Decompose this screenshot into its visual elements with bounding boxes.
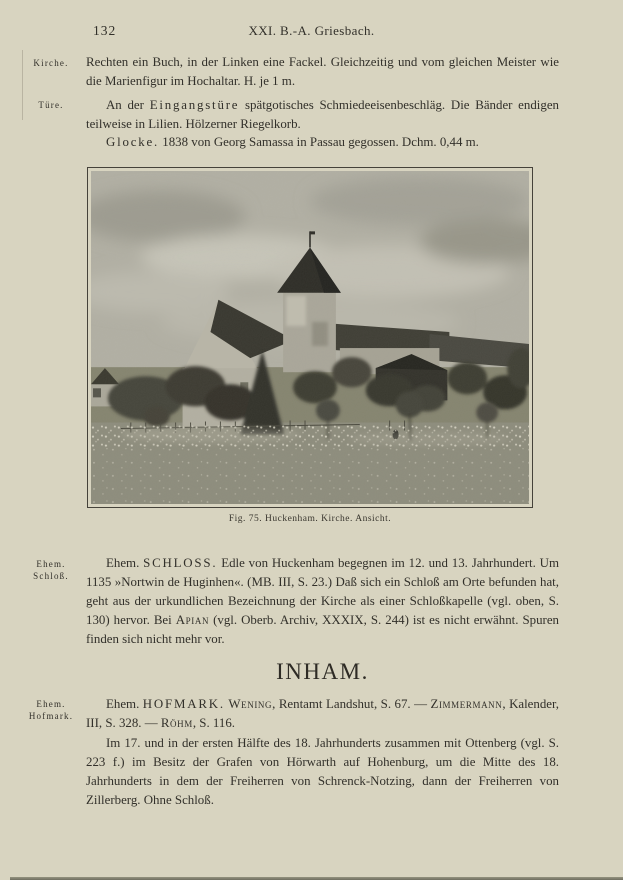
paragraph-kirche	[86, 53, 559, 91]
text-segment: Ehem.	[106, 556, 144, 570]
paragraph-inham-body	[86, 734, 559, 810]
text-segment: Zimmermann	[430, 697, 503, 711]
margin-note-tuere: Türe.	[38, 100, 64, 110]
text-segment: Edle von Huckenham begegnen im 12. und 13. Jahrhundert. Um 1135 »Nortwin de Huginhen«. (MB. III, S. 23.) Daß sich ein Schloß am Orte befunden hat, geht aus der urkundlichen Bezeichnung der Kirche als einer Schloßkapelle (vgl. oben, S. 130) hervor. Bei	[86, 556, 559, 627]
margin-note-line: Ehem.	[36, 699, 66, 709]
running-head: XXI. B.-A. Griesbach.	[248, 23, 375, 38]
paragraph-tuere	[86, 96, 559, 134]
text-segment: Ehem.	[106, 697, 143, 711]
page-number: 132	[93, 23, 117, 38]
section-heading-inham: INHAM.	[276, 659, 369, 684]
paragraph-schloss	[86, 554, 559, 649]
margin-note-hofmark	[16, 698, 86, 722]
text-segment: Eingangstüre	[149, 98, 240, 112]
text-segment: , Kalender, III, S. 328. —	[86, 697, 560, 730]
text-segment: , S. 116.	[192, 716, 235, 730]
text-segment: SCHLOSS.	[143, 556, 218, 570]
margin-note-line: Ehem.	[36, 559, 66, 569]
paragraph-hofmark	[86, 695, 559, 733]
text-segment: , Rentamt Landshut, S. 67. —	[272, 697, 431, 711]
margin-note-schloss	[16, 558, 86, 582]
text-segment: 1838 von Georg Samassa in Passau gegossen. Dchm. 0,44 m.	[159, 135, 479, 149]
text-segment: Im 17. und in der ersten Hälfte des 18. Jahrhunderts zusammen mit Ottenberg (vgl. S. 223 f.) im Besitz der Grafen von Hörwarth auf Hohenburg, um die Mitte des 18. Jahrhunderts in dem der Freiherren von Schrenck-Notzing, dann der Freiherren von Zillerberg. Ohne Schloß.	[86, 736, 559, 807]
figure-caption: Fig. 75. Huckenham. Kirche. Ansicht.	[228, 514, 392, 524]
text-segment: Glocke.	[106, 135, 160, 149]
text-segment: spätgotisches Schmiedeeisenbeschläg. Die Bänder endigen teilweise in Lilien. Hölzerner Riegelkorb.	[86, 98, 559, 131]
text-segment: Wening	[228, 697, 273, 711]
text-segment: (vgl. Oberb. Archiv, XXXIX, S. 244) ist es nicht erwähnt. Spuren finden sich nicht mehr vor.	[86, 613, 559, 646]
text-segment: HOFMARK.	[142, 697, 225, 711]
margin-note-line: Hofmark.	[28, 711, 74, 721]
text-segment: Apian	[175, 613, 210, 627]
margin-note-kirche: Kirche.	[33, 58, 69, 68]
figure-photo-huckenham-church	[87, 167, 533, 508]
paragraph-glocke	[86, 133, 559, 152]
text-segment: An der	[106, 98, 150, 112]
church-photo-illustration	[91, 171, 529, 504]
text-segment: Rechten ein Buch, in der Linken eine Fackel. Gleichzeitig und vom gleichen Meister wie die Marienfigur im Hochaltar. H. je 1 m.	[86, 55, 559, 88]
text-segment: Röhm	[160, 716, 193, 730]
margin-note-line: Schloß.	[33, 571, 69, 581]
